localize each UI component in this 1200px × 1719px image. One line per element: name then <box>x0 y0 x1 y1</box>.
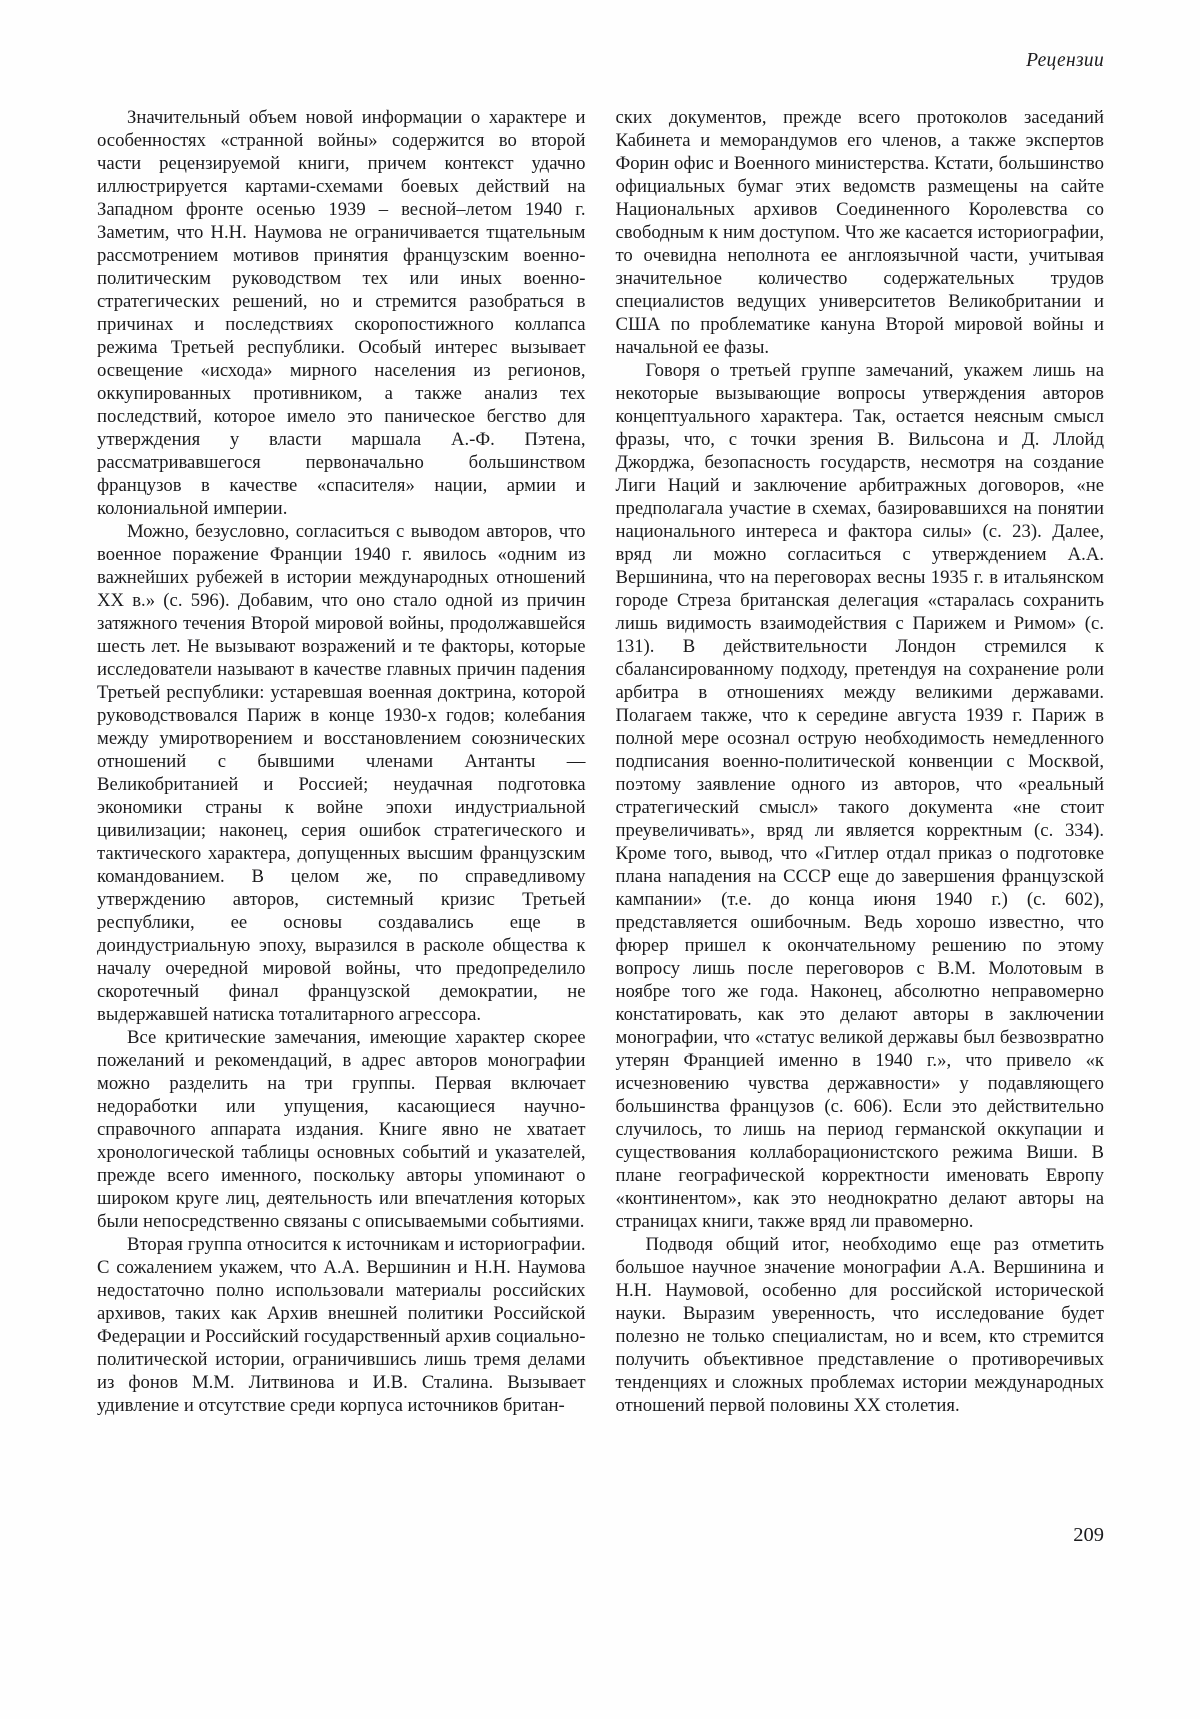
page-body <box>97 106 1104 1417</box>
paragraph: Вторая группа относится к источникам и историографии. С сожалением укажем, что А.А. Вершинин и Н.Н. Наумова недостаточно полно использовали материалы российских архивов, таких как Архив внешней политики Российской Федерации и Российский государственный архив социально-политической истории, ограничившись лишь тремя делами из фонов М.М. Литвинова и И.В. Сталина. Вызывает удивление и отсутствие среди корпуса источников британ- <box>97 1234 586 1416</box>
paragraph: Подводя общий итог, необходимо еще раз отметить большое научное значение монографии А.А. Вершинина и Н.Н. Наумовой, особенно для российской исторической науки. Выразим уверенность, что исследование будет полезно не только специалистам, но и всем, кто стремится получить объективное представление о противоречивых тенденциях и сложных проблемах истории международных отношений первой половины XX столетия. <box>615 1234 1104 1416</box>
paragraph: Значительный объем новой информации о характере и особенностях «странной войны» содержится во второй части рецензируемой книги, причем контекст удачно иллюстрируется картами-схемами боевых действий на Западном фронте осенью 1939 – весной–летом 1940 г. Заметим, что Н.Н. Наумова не ограничивается тщательным рассмотрением мотивов принятия французским военно-политическим руководством тех или иных военно-стратегических решений, но и стремится разобраться в причинах и последствиях скоропостижного коллапса режима Третьей республики. Особый интерес вызывает освещение «исхода» мирного населения из регионов, оккупированных противником, а также анализ тех последствий, которое имело это паническое бегство для утверждения у власти маршала А.-Ф. Пэтена, рассматривавшегося первоначально большинством французов в качестве «спасителя» нации, армии и колониальной империи. <box>97 107 586 519</box>
left-column <box>97 106 586 1417</box>
paragraph: Можно, безусловно, согласиться с выводом авторов, что военное поражение Франции 1940 г. явилось «одним из важнейших рубежей в истории международных отношений XX в.» (с. 596). Добавим, что оно стало одной из причин затяжного течения Второй мировой войны, продолжавшейся шесть лет. Не вызывают возражений и те факторы, которые исследователи называют в качестве главных причин падения Третьей республики: устаревшая военная доктрина, которой руководствовался Париж в конце 1930-х годов; колебания между умиротворением и восстановлением союзнических отношений с бывшими членами Антанты — Великобританией и Россией; неудачная подготовка экономики страны к войне эпохи индустриальной цивилизации; наконец, серия ошибок стратегического и тактического характера, допущенных высшим французским командованием. В целом же, по справедливому утверждению авторов, системный кризис Третьей республики, ее основы создавались еще в доиндустриальную эпоху, выразился в расколе общества к началу очередной мировой войны, что предопределило скоротечный финал французской демократии, не выдержавшей натиска тоталитарного агрессора. <box>97 521 586 1025</box>
paragraph: Все критические замечания, имеющие характер скорее пожеланий и рекомендаций, в адрес авторов монографии можно разделить на три группы. Первая включает недоработки или упущения, касающиеся научно-справочного аппарата издания. Книге явно не хватает хронологической таблицы основных событий и указателей, прежде всего именного, поскольку авторы упоминают о широком круге лиц, деятельность или впечатления которых были непосредственно связаны с описываемыми событиями. <box>97 1027 586 1232</box>
paragraph-continuation: ских документов, прежде всего протоколов заседаний Кабинета и меморандумов его членов, а также экспертов Форин офис и Военного министерства. Кстати, большинство официальных бумаг этих ведомств размещены на сайте Национальных архивов Соединенного Королевства со свободным к ним доступом. Что же касается историографии, то очевидна неполнота ее англоязычной части, учитывая значительное количество содержательных трудов специалистов ведущих университетов Великобритании и США по проблематике кануна Второй мировой войны и начальной ее фазы. <box>615 107 1104 358</box>
paragraph: Говоря о третьей группе замечаний, укажем лишь на некоторые вызывающие вопросы утверждения авторов концептуального характера. Так, остается неясным смысл фразы, что, с точки зрения В. Вильсона и Д. Ллойд Джорджа, безопасность государств, несмотря на создание Лиги Наций и заключение арбитражных договоров, «не предполагала участие в схемах, базировавшихся на понятии национального интереса и фактора силы» (с. 23). Далее, вряд ли можно согласиться с утверждением А.А. Вершинина, что на переговорах весны 1935 г. в итальянском городе Стреза британская делегация «старалась сохранить лишь видимость взаимодействия с Парижем и Римом» (с. 131). В действительности Лондон стремился к сбалансированному подходу, претендуя на сохранение роли арбитра в отношениях между великими державами. Полагаем также, что к середине августа 1939 г. Париж в полной мере осознал острую необходимость немедленного подписания военно-политической конвенции с Москвой, поэтому заявление одного из авторов, что «реальный стратегический смысл» такого документа «не стоит преувеличивать», вряд ли является корректным (с. 334). Кроме того, вывод, что «Гитлер отдал приказ о подготовке плана нападения на СССР еще до завершения французской кампании» (т.е. до конца июня 1940 г.) (с. 602), представляется ошибочным. Ведь хорошо известно, что фюрер пришел к окончательному решению по этому вопросу лишь после переговоров с В.М. Молотовым в ноябре того же года. Наконец, абсолютно неправомерно констатировать, как это делают авторы в заключении монографии, что «статус великой державы был безвозвратно утерян Францией именно в 1940 г.», что привело «к исчезновению чувства державности» у подавляющего большинства французов (с. 606). Если это действительно случилось, то лишь на период германской оккупации и существования коллаборационистского режима Виши. В плане географической корректности именовать Европу «континентом», как это неоднократно делают авторы на страницах книги, также вряд ли правомерно. <box>615 360 1104 1232</box>
running-head <box>97 50 1104 72</box>
section-title: Рецензии <box>1026 50 1104 71</box>
page-number: 209 <box>1073 1524 1104 1546</box>
right-column <box>616 106 1105 1417</box>
